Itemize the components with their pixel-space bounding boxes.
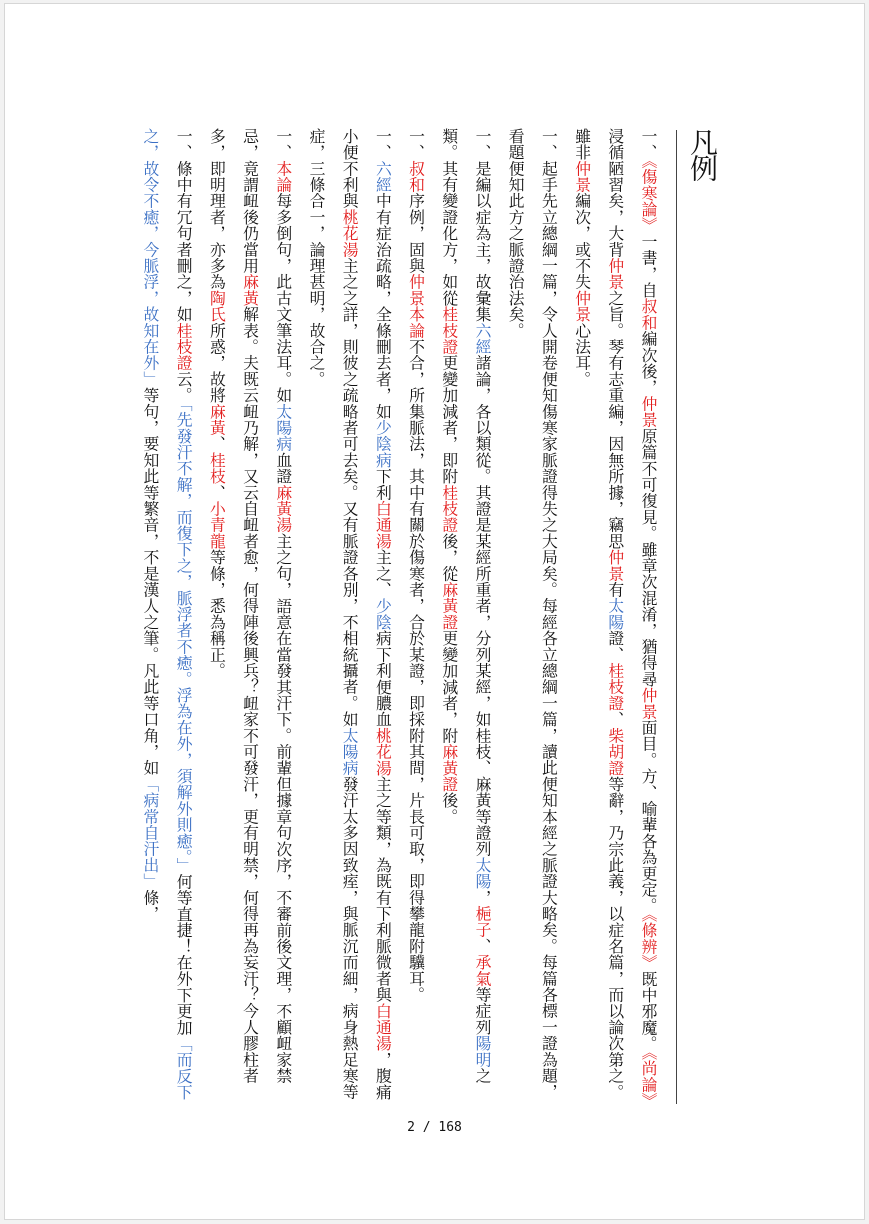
highlight-red-text: 本論 <box>273 160 293 193</box>
page-separator: / <box>422 1120 431 1135</box>
total-page-count: 168 <box>438 1120 462 1135</box>
highlight-red-text: 桂枝 <box>207 452 227 485</box>
text-run: 編次，或不失 <box>572 192 592 291</box>
text-run: 證、 <box>605 630 625 663</box>
highlight-blue-text: 少陰 <box>373 597 393 631</box>
highlight-red-text: 叔和 <box>639 298 658 331</box>
highlight-red-text: 承氣 <box>472 954 492 987</box>
text-run: 更變加減者，附 <box>439 630 459 744</box>
text-run: 等症列 <box>472 986 492 1036</box>
highlight-red-text: 桂枝證 <box>439 484 459 534</box>
highlight-blue-text: 太陽 <box>472 857 492 890</box>
highlight-red-text: 叔和 <box>406 160 426 193</box>
text-run: 後。 <box>439 792 459 825</box>
page-indicator <box>0 1120 869 1135</box>
text-run: ， <box>472 889 492 906</box>
text-run: 解表。夫既云衄乃解，又云自衄者愈，何得陣後興兵？衄家不可發汗，更有明禁，何得再為妄汗？今人膠柱者多，即明理者，亦多為 <box>207 128 260 1084</box>
highlight-red-text: 白通湯 <box>373 500 393 550</box>
highlight-red-text: 柴胡證 <box>605 727 625 777</box>
text-run: 心法耳。 <box>572 322 592 388</box>
text-run: 一、起手先立總綱一篇，令人開卷便知傷寒家脈證得失之大局矣。每經各立總綱一篇，讀此便知本經之脈證大略矣。每篇各標一證為題，看題便知此方之脈證治法矣。 <box>506 128 559 1100</box>
highlight-red-text: 麻黃 <box>207 403 227 436</box>
text-run: 一書，自 <box>639 233 658 299</box>
rule-paragraph <box>433 128 499 1110</box>
document-page <box>4 3 865 1220</box>
highlight-red-text: 《條辨》 <box>639 913 658 971</box>
highlight-red-text: 麻黃 <box>240 273 260 307</box>
text-run: 更變加減者，即附 <box>439 354 459 485</box>
highlight-red-text: 《尚論》 <box>639 1051 658 1109</box>
text-run: 云。 <box>174 371 194 404</box>
highlight-red-text: 桂枝證 <box>605 662 625 712</box>
text-run: 主之等類，為既有下利脈微者與 <box>373 776 393 1003</box>
text-run: 不合，所集脈法，其中有關於傷寒者，合於某證，即採附其間，片長可取，即得攀龍附驥耳。 <box>406 338 426 1003</box>
highlight-red-text: 仲景 <box>572 290 592 323</box>
text-run: 病下利便膿血 <box>373 630 393 728</box>
highlight-red-text: 麻黃證 <box>439 743 459 793</box>
text-run: 一、 <box>639 128 658 161</box>
text-run: 、 <box>207 484 227 501</box>
text-run: 之旨。琴有志重編，因無所據，竊思 <box>605 290 625 550</box>
page-title: 凡例 <box>686 128 719 180</box>
text-run: 每多倒句，此古文筆法耳。如 <box>273 192 293 404</box>
highlight-red-text: 陶氏 <box>207 290 227 323</box>
text-run: 發汗太多因致痓，與脈沉而細，病身熱足寒等症，三條合一，論理甚明，故合之。 <box>306 128 360 1101</box>
highlight-blue-text: 「先發汗不解，而復下之，脈浮者不癒。浮為在外，須解外則癒。」 <box>174 403 194 874</box>
highlight-red-text: 桂枝證 <box>174 322 194 372</box>
text-run: 下利 <box>373 468 393 501</box>
rule-paragraph <box>399 128 432 1110</box>
highlight-blue-text: 太陽病 <box>340 727 360 777</box>
current-page-number: 2 <box>407 1120 415 1135</box>
text-run: 血證 <box>273 452 293 485</box>
text-run: ，腹痛小便不利與 <box>340 128 393 1101</box>
highlight-red-text: 桂枝證 <box>439 306 459 355</box>
text-run: 一、 <box>406 128 426 161</box>
text-run: 何等直捷！在外下更加 <box>174 873 194 1036</box>
text-run: 編次後， <box>639 330 658 396</box>
text-run: 所惑，故將 <box>207 322 227 404</box>
text-run: 既中邪魔。 <box>639 970 658 1052</box>
highlight-red-text: 白通湯 <box>373 1002 393 1052</box>
text-run: 諸論，各以類從。其證是某經所重者，分列某經，如桂枝、麻黃等證列 <box>472 354 492 858</box>
text-run: 有 <box>605 581 625 598</box>
text-run: 等辭，乃宗此義，以症名篇，而以論次第之。雖非 <box>572 128 625 1101</box>
highlight-red-text: 仲景 <box>572 160 592 193</box>
highlight-red-text: 麻黃證 <box>439 581 459 631</box>
text-run: 、 <box>472 938 492 955</box>
text-run: 序例，固與 <box>406 192 426 274</box>
highlight-red-text: 梔子 <box>472 905 492 939</box>
rule-paragraph <box>200 128 300 1110</box>
highlight-blue-text: 「而反下之，故令不癒，今脈浮，故知在外」 <box>140 128 194 1101</box>
highlight-red-text: 仲景 <box>605 549 625 582</box>
highlight-red-text: 麻黃湯 <box>273 484 293 534</box>
text-run: 主之句，語意在當發其汗下。前輩但據章句次序，不審前後文理，不顧衄家禁忌，竟謂衄後仍當用 <box>240 128 293 1084</box>
text-run: 主之之詳，則彼之疏略者可去矣。又有脈證各別，不相統攝者。如 <box>340 257 360 728</box>
highlight-red-text: 桃花湯 <box>373 727 393 777</box>
text-run: 一、條中有冗句者刪之，如 <box>174 128 194 323</box>
text-run: 一、 <box>273 128 293 161</box>
highlight-blue-text: 陽明 <box>472 1035 492 1068</box>
title-divider <box>676 130 677 1104</box>
rule-paragraph <box>499 128 565 1110</box>
text-run: 條， <box>140 889 160 922</box>
text-run: 之類。其有變證化方，如從 <box>439 128 492 1084</box>
rule-paragraph <box>565 128 665 1110</box>
highlight-blue-text: 六經 <box>472 322 492 355</box>
highlight-red-text: 仲景本論 <box>406 273 426 339</box>
highlight-red-text: 小青龍 <box>207 500 227 550</box>
text-run: 一、是編以症為主，故彙集 <box>472 128 492 323</box>
rule-paragraph <box>300 128 400 1110</box>
text-run: 等條，悉為稱正。 <box>207 549 227 679</box>
text-run: 浸循陋習矣，大背 <box>605 128 625 258</box>
text-run: 中有症治疏略，全條刪去者，如 <box>373 192 393 420</box>
text-run: 面目。方、喻輩各為更定。 <box>639 719 658 914</box>
highlight-red-text: 《傷寒論》 <box>639 160 658 234</box>
text-run: 、 <box>605 711 625 728</box>
text-run: 原篇不可復見。雖章次混淆，猶得尋 <box>639 427 658 688</box>
highlight-blue-text: 太陽病 <box>273 403 293 453</box>
highlight-blue-text: 六經 <box>373 160 393 193</box>
rule-paragraph <box>134 128 200 1110</box>
highlight-blue-text: 太陽 <box>605 597 625 631</box>
highlight-blue-text: 「病常自汗出」 <box>140 776 160 890</box>
highlight-red-text: 仲景 <box>605 257 625 291</box>
text-run: 後，從 <box>439 533 459 582</box>
text-run: 、 <box>207 435 227 453</box>
highlight-red-text: 仲景 <box>639 395 658 428</box>
highlight-red-text: 仲景 <box>639 687 658 720</box>
body-text <box>140 128 665 1110</box>
text-run: 一、 <box>373 128 393 161</box>
highlight-red-text: 桃花湯 <box>340 209 360 258</box>
text-run: 等句，要知此等繁音，不是漢人之筆。凡此等口角，如 <box>140 387 160 777</box>
text-run: 主之、 <box>373 549 393 598</box>
highlight-blue-text: 少陰病 <box>373 419 393 469</box>
